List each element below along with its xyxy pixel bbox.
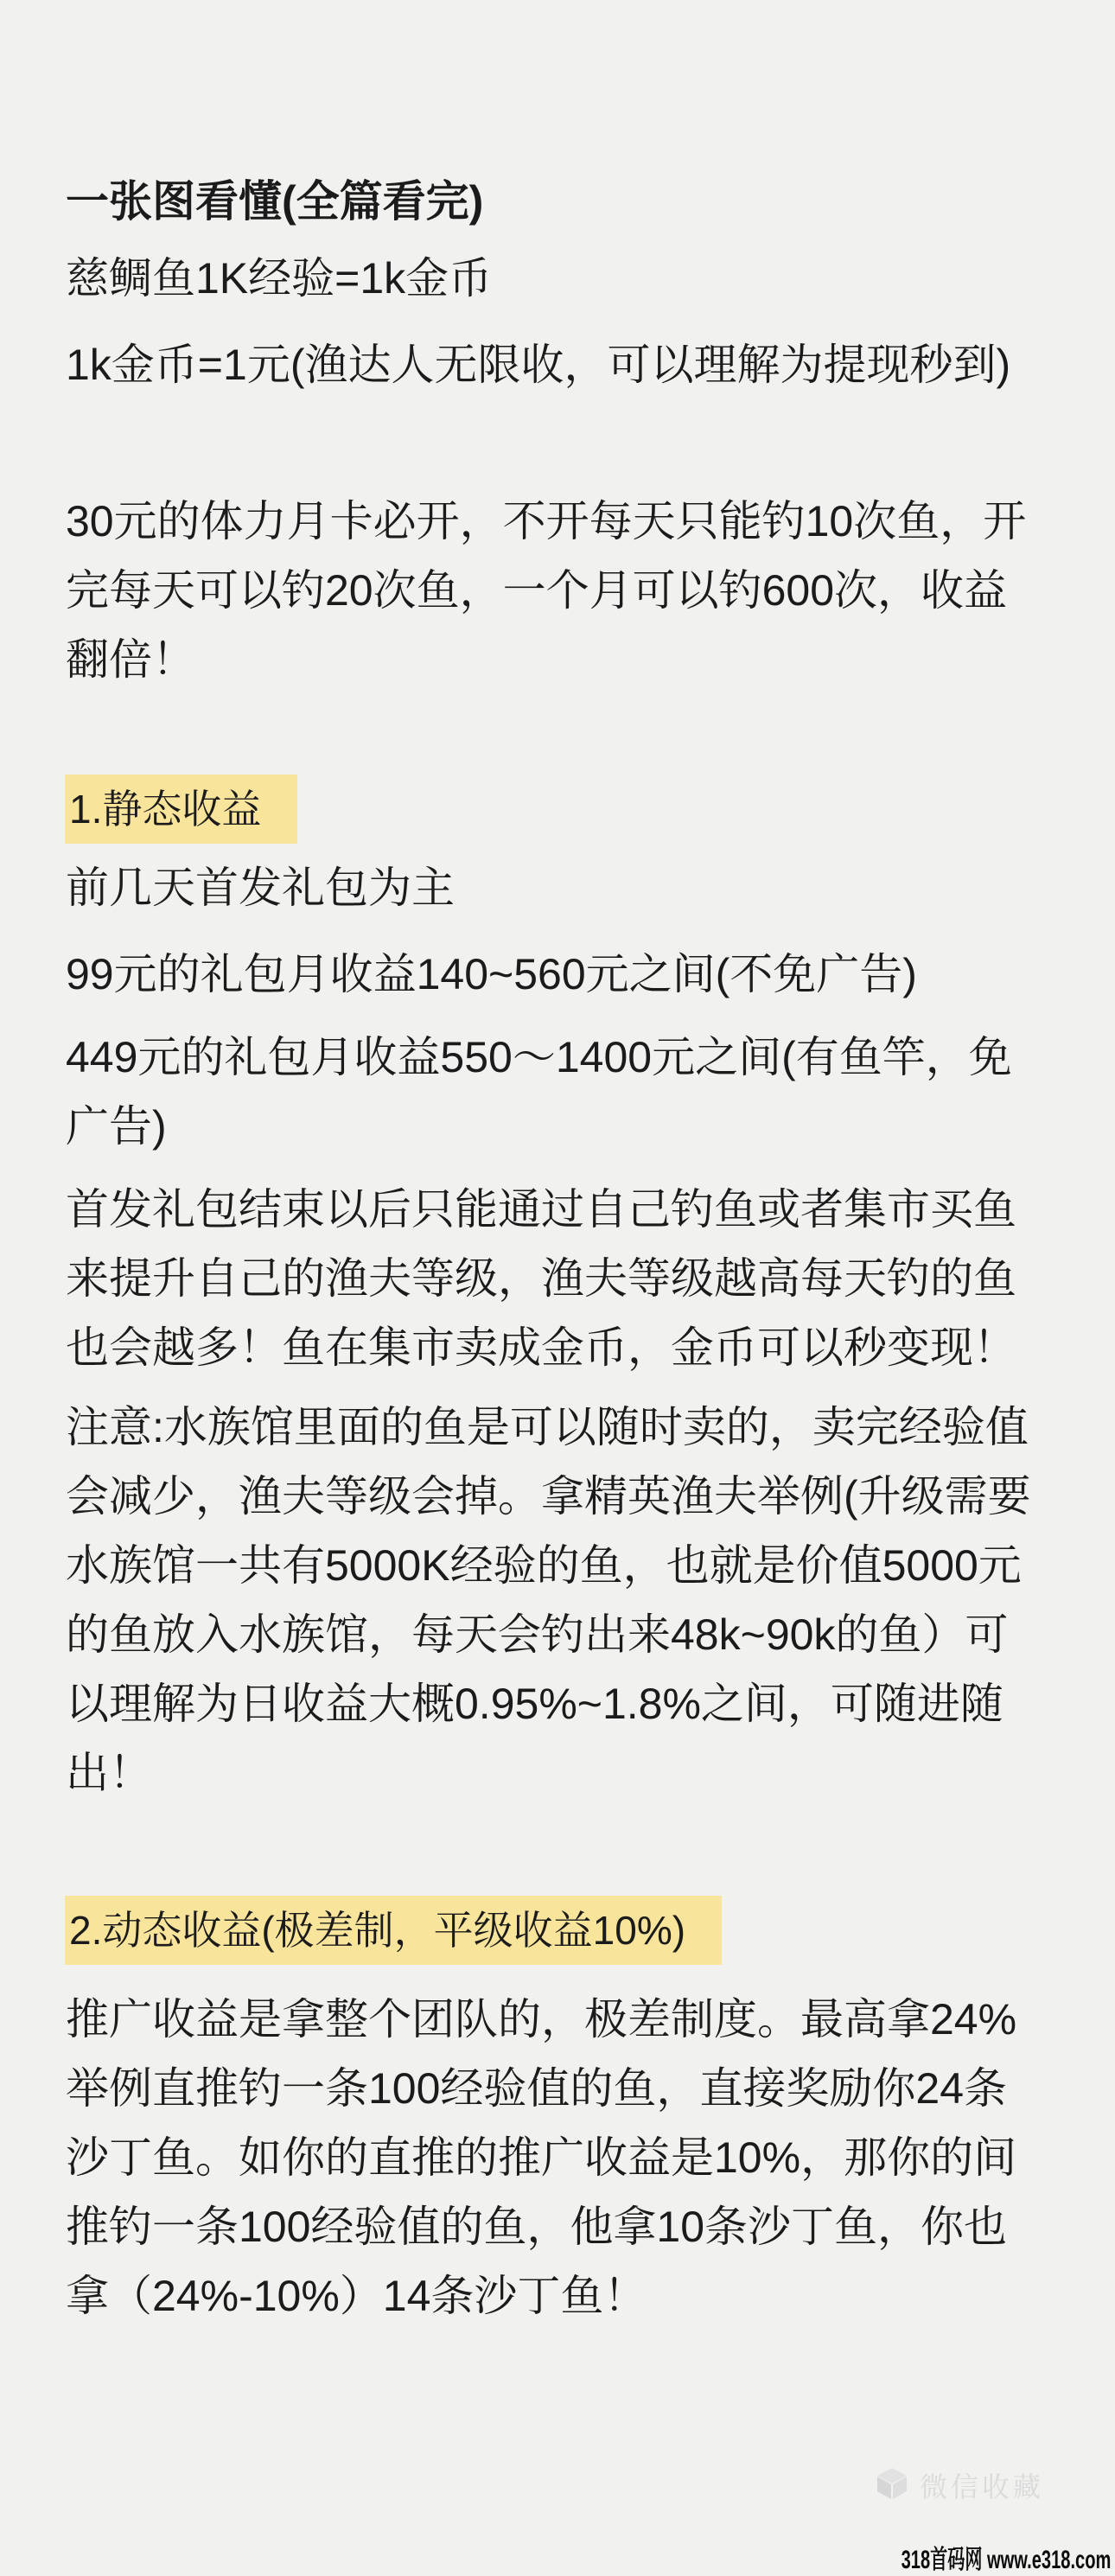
text-line: 推广收益是拿整个团队的，极差制度。最高拿24%: [66, 1995, 1017, 2044]
text-line: 广告): [66, 1102, 167, 1151]
text-line: 也会越多！鱼在集市卖成金币，金币可以秒变现！: [66, 1323, 1016, 1372]
text-line: 前几天首发礼包为主: [66, 864, 455, 912]
text-line: 以理解为日收益大概0.95%~1.8%之间，可随进随: [66, 1680, 1004, 1728]
highlight-dynamic-income: 2.动态收益(极差制，平级收益10%): [65, 1896, 722, 1965]
wechat-favorites-watermark: [876, 2465, 1044, 2505]
text-line: 会减少，渔夫等级会掉。拿精英渔夫举例(升级需要: [66, 1472, 1031, 1521]
text-line: 的鱼放入水族馆，每天会钓出来48k~90k的鱼）可: [66, 1610, 1009, 1659]
text-line: 来提升自己的渔夫等级，渔夫等级越高每天钓的鱼: [66, 1254, 1016, 1303]
text-line: 1k金币=1元(渔达人无限收，可以理解为提现秒到): [66, 341, 1011, 389]
text-line: 注意:水族馆里面的鱼是可以随时卖的，卖完经验值: [66, 1403, 1029, 1451]
text-line: 慈鲷鱼1K经验=1k金币: [66, 254, 493, 303]
text-line: 翻倍！: [66, 635, 195, 684]
wechat-watermark-label: 微信收藏: [920, 2471, 1045, 2503]
text-line: 首发礼包结束以后只能通过自己钓鱼或者集市买鱼: [66, 1185, 1016, 1234]
text-line: 举例直推钓一条100经验值的鱼，直接奖励你24条: [66, 2064, 1008, 2113]
text-line: 水族馆一共有5000K经验的鱼，也就是价值5000元: [66, 1541, 1022, 1590]
text-line: 完每天可以钓20次鱼，一个月可以钓600次，收益: [66, 566, 1008, 615]
text-line: 449元的礼包月收益550～1400元之间(有鱼竿，免: [66, 1033, 1012, 1081]
text-line: 沙丁鱼。如你的直推的推广收益是10%，那你的间: [66, 2133, 1017, 2182]
text-line: 出！: [66, 1749, 152, 1797]
site-watermark: 318首码网 www.e318.com: [901, 2546, 1111, 2574]
page-title: 一张图看懂(全篇看完): [66, 177, 484, 226]
highlight-static-income: 1.静态收益: [65, 775, 297, 844]
text-line: 30元的体力月卡必开，不开每天只能钓10次鱼，开: [66, 497, 1027, 545]
section-heading-static-income: [66, 774, 1063, 843]
text-line: 推钓一条100经验值的鱼，他拿10条沙丁鱼，你也: [66, 2203, 1008, 2251]
section-heading-dynamic-income: [66, 1895, 1063, 1964]
article-body: [66, 167, 1063, 2331]
text-line: 拿（24%-10%）14条沙丁鱼！: [66, 2272, 647, 2320]
cube-icon: [876, 2467, 908, 2504]
text-line: 99元的礼包月收益140~560元之间(不免广告): [66, 950, 917, 998]
